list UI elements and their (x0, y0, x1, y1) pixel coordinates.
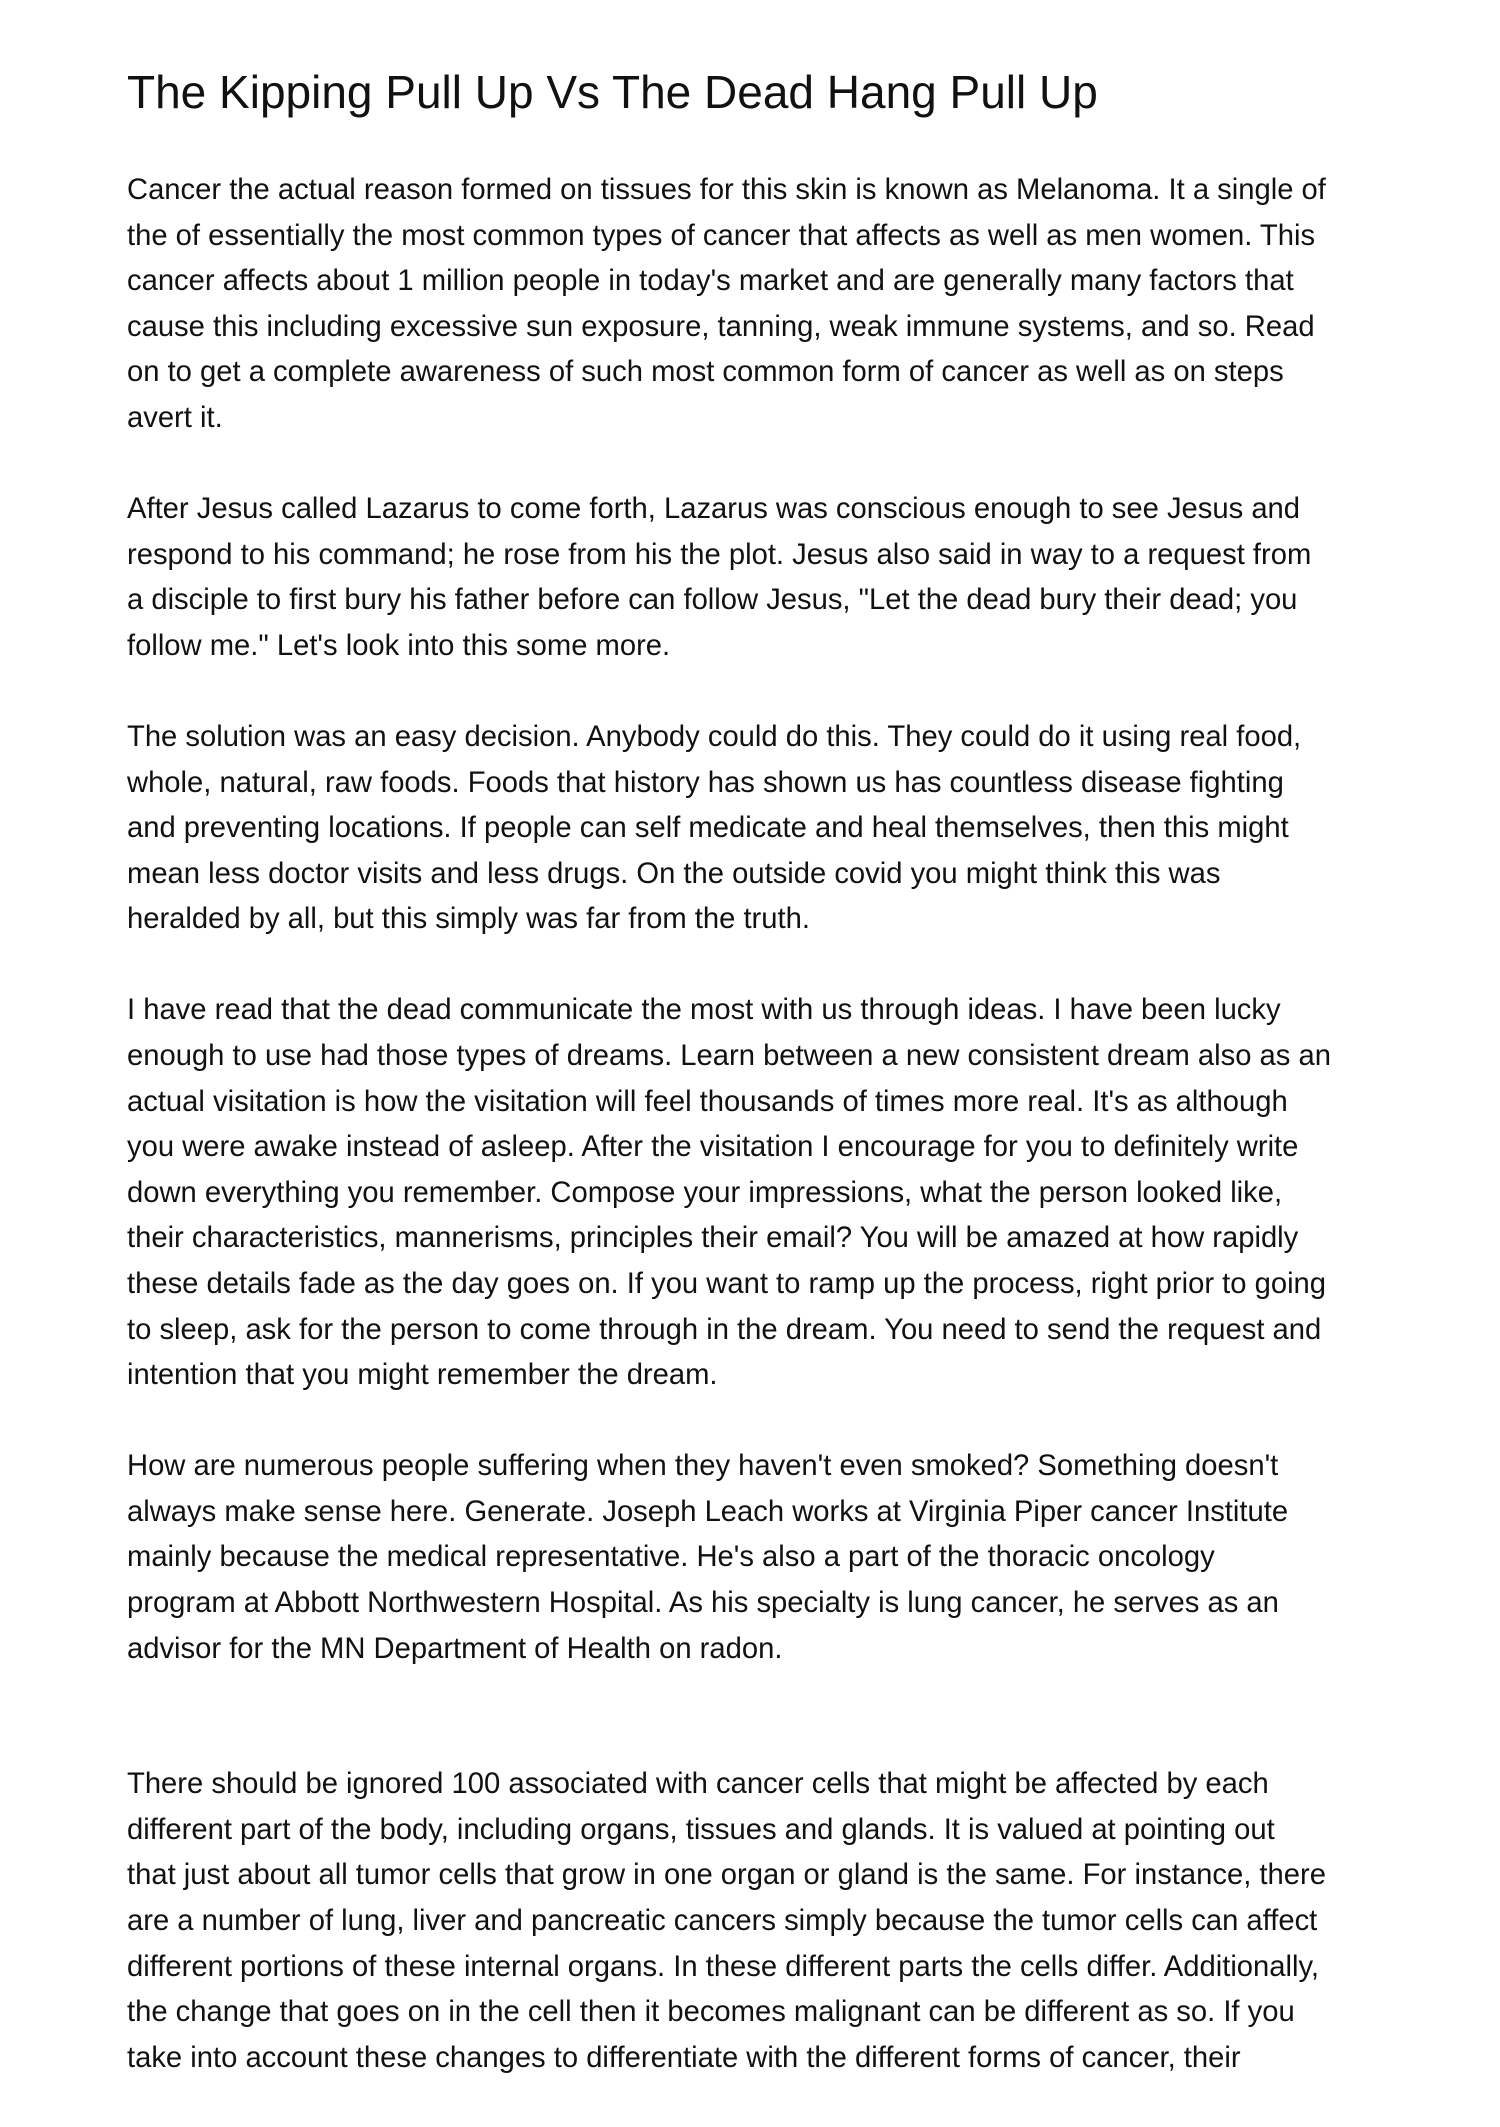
paragraph-1: Cancer the actual reason formed on tissues for this skin is known as Melanoma. It a single of the of essentially the most common types of cancer that affects as well as men women. This cancer affects about 1 million people in today's market and are generally many factors that cause this including excessive sun exposure, tanning, weak immune systems, and so. Read on to get a complete awareness of such most common form of cancer as well as on steps avert it. (127, 174, 1326, 434)
paragraph-5: How are numerous people suffering when they haven't even smoked? Something doesn't always make sense here. Generate. Joseph Leach works at Virginia Piper cancer Institute mainly because the medical representative. He's also a part of the thoracic oncology program at Abbott Northwestern Hospital. As his specialty is lung cancer, he serves as an advisor for the MN Department of Health on radon. (127, 1450, 1289, 1665)
paragraph-4: I have read that the dead communicate the most with us through ideas. I have been lucky enough to use had those types of dreams. Learn between a new consistent dream also as an actual visitation is how the visitation will feel thousands of times more real. It's as although you were awake instead of asleep. After the visitation I encourage for you to definitely write down everything you remember. Compose your impressions, what the person looked like, their characteristics, mannerisms, principles their email? You will be amazed at how rapidly these details fade as the day goes on. If you want to ramp up the process, right prior to going to sleep, ask for the person to come through in the dream. You need to send the request and intention that you might remember the dream. (127, 994, 1331, 1392)
paragraph-6: There should be ignored 100 associated with cancer cells that might be affected by each different part of the body, including organs, tissues and glands. It is valued at pointing out that just about all tumor cells that grow in one organ or gland is the same. For instance, there are a number of lung, liver and pancreatic cancers simply because the tumor cells can affect different portions of these internal organs. In these different parts the cells differ. Additionally, the change that goes on in the cell then it becomes malignant can be different as so. If you take into account these changes to differentiate with the different forms of cancer, their (127, 1768, 1326, 2074)
document-page (127, 62, 1389, 2127)
paragraph-2: After Jesus called Lazarus to come forth, Lazarus was conscious enough to see Jesus and respond to his command; he rose from his the plot. Jesus also said in way to a request from a disciple to first bury his father before can follow Jesus, "Let the dead bury their dead; you follow me." Let's look into this some more. (127, 493, 1312, 662)
page-title: The Kipping Pull Up Vs The Dead Hang Pull Up (127, 66, 1098, 118)
paragraph-3: The solution was an easy decision. Anybody could do this. They could do it using real food, whole, natural, raw foods. Foods that history has shown us has countless disease fighting and preventing locations. If people can self medicate and heal themselves, then this might mean less doctor visits and less drugs. On the outside covid you might think this was heralded by all, but this simply was far from the truth. (127, 720, 1302, 936)
